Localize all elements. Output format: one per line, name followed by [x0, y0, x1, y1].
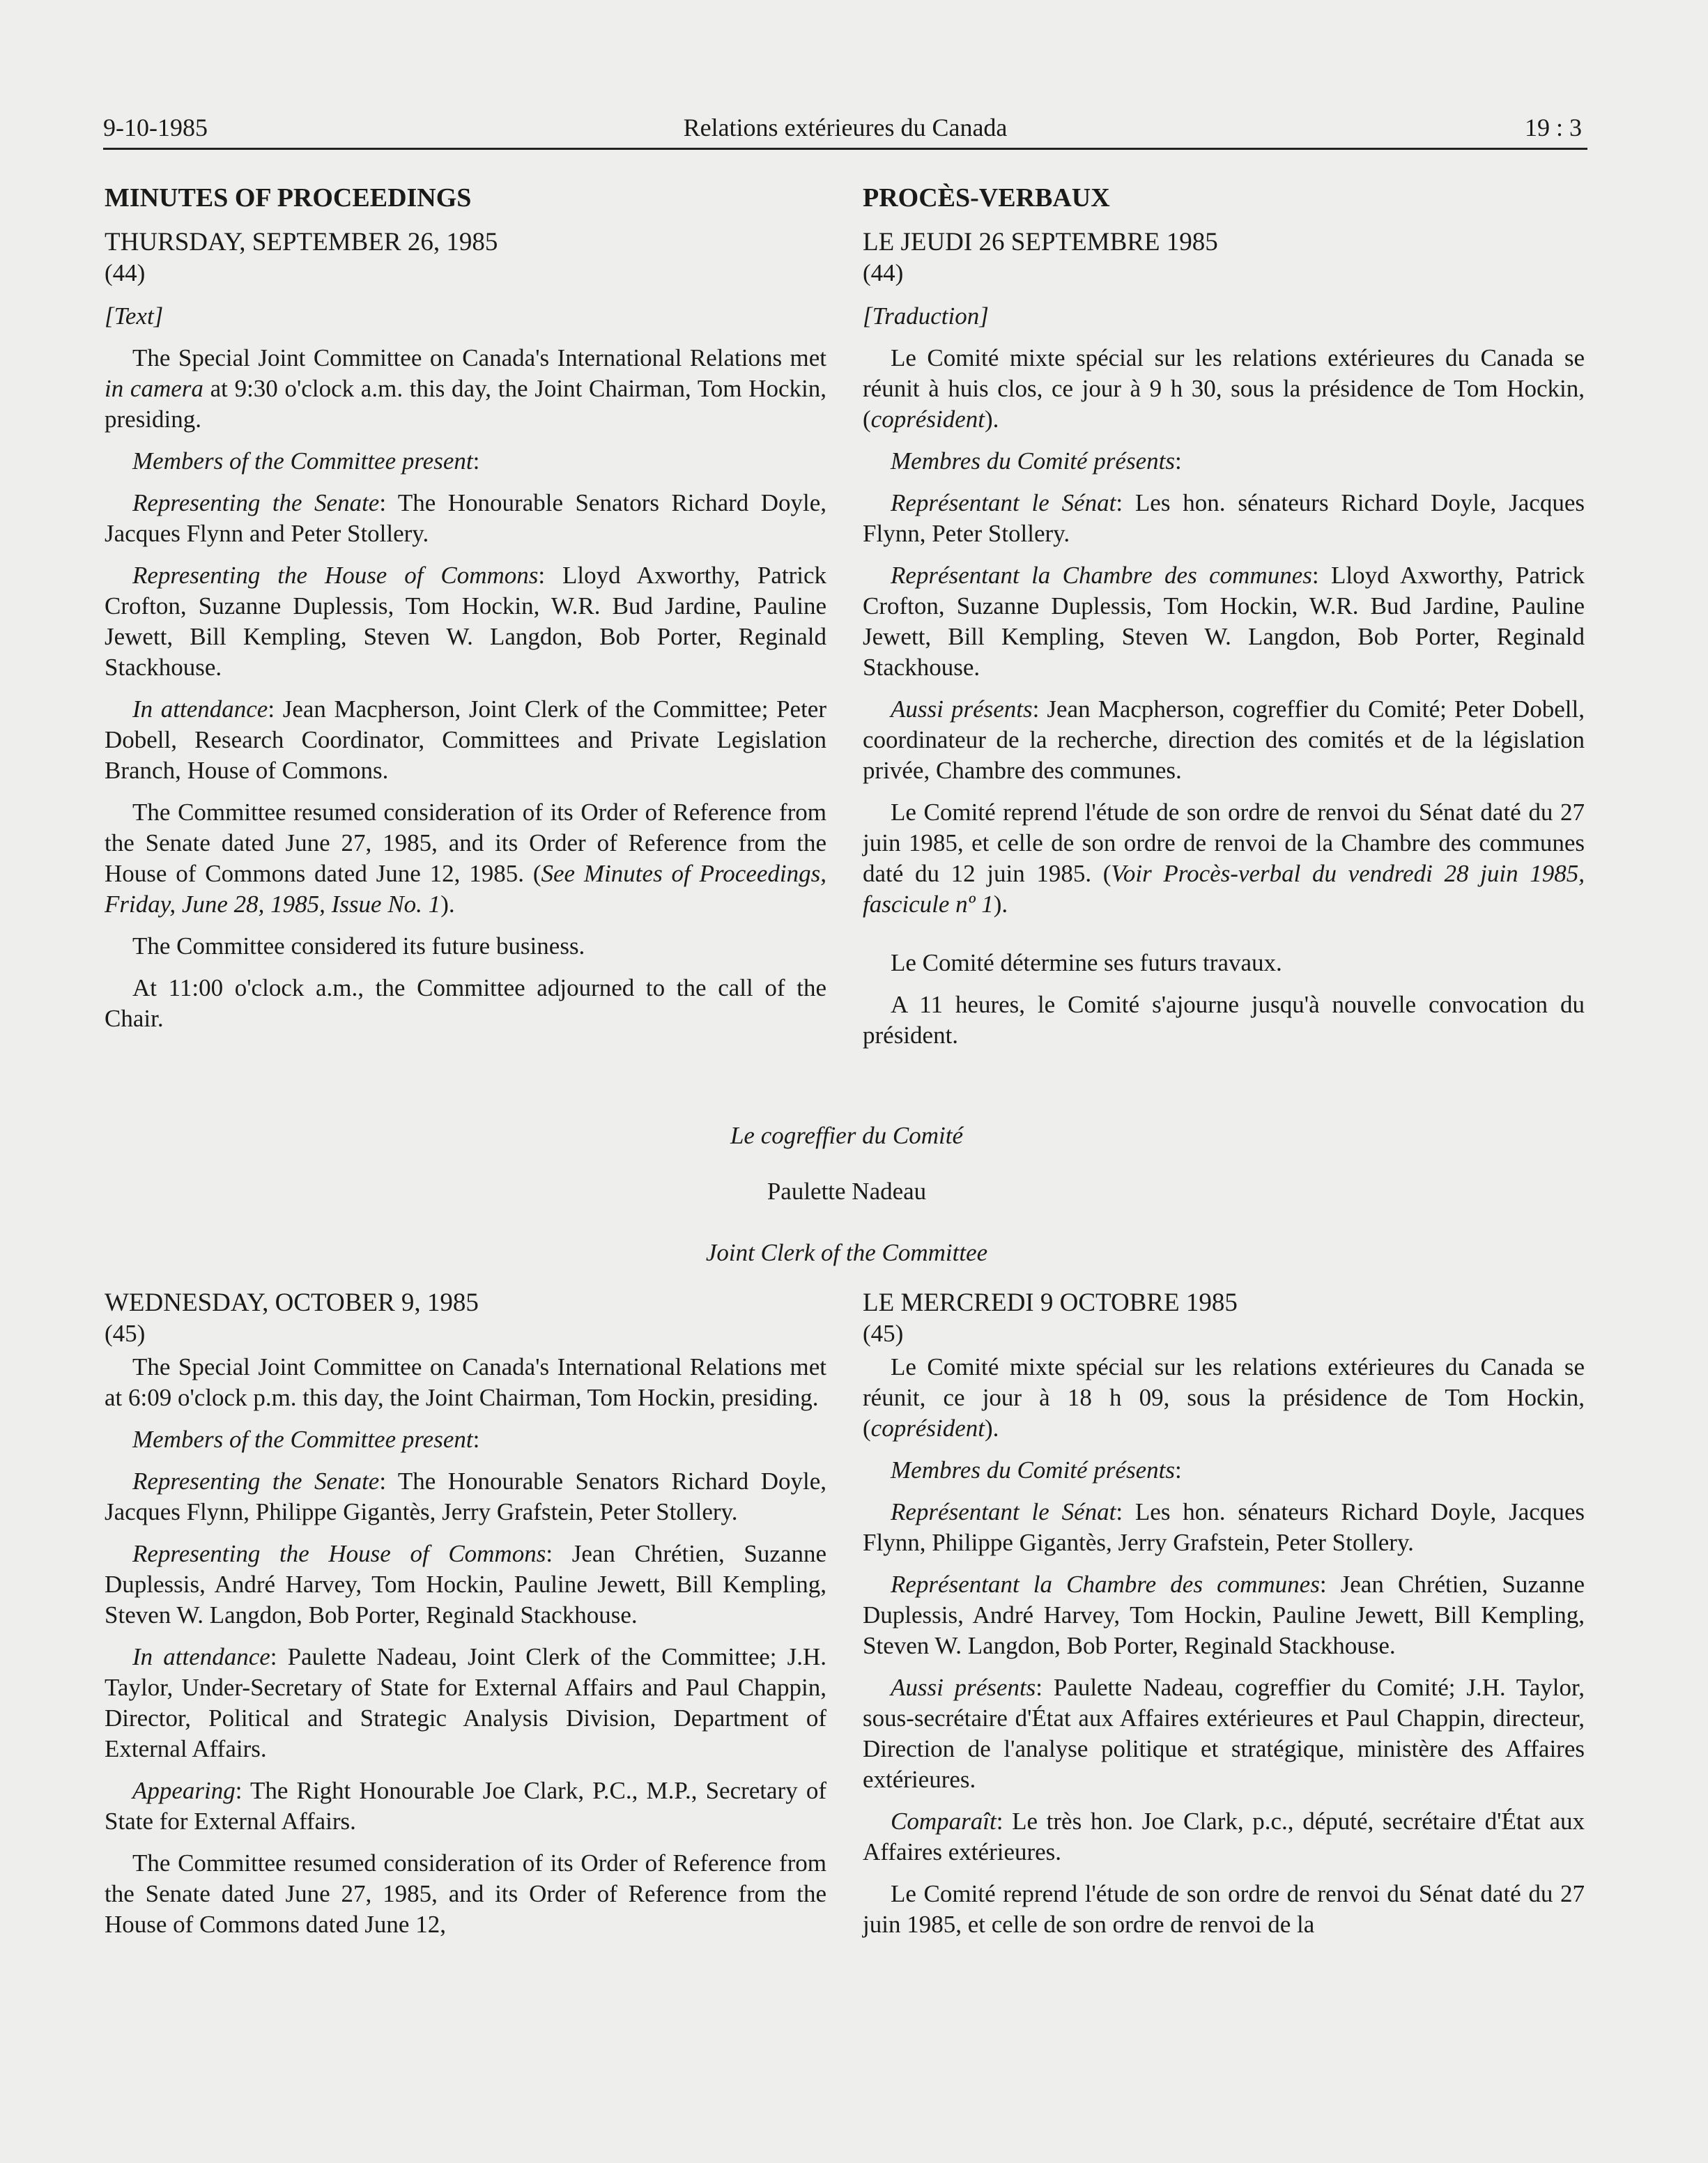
commons-members: Représentant la Chambre des communes: Lloyd Axworthy, Patrick Crofton, Suzanne Duplessis, Tom Hockin, W.R. Bud Jardine, Pauline Jewett, Bill Kempling, Steven W. Langdon, Bob Porter, Reginald Stackhouse.: [863, 562, 1585, 681]
meeting-date: LE JEUDI 26 SEPTEMBRE 1985: [863, 228, 1218, 256]
english-column-bottom: [105, 1288, 826, 1951]
section-heading: PROCÈS-VERBAUX: [863, 183, 1110, 213]
french-column-top: [863, 183, 1585, 1062]
meeting-number: (44): [863, 259, 904, 286]
resumed-paragraph: The Committee resumed consideration of its Order of Reference from the Senate dated June 27, 1985, and its Order of Reference from the House of Commons dated June 12,: [105, 1849, 826, 1938]
members-label: Membres du Comité présents:: [891, 1456, 1182, 1484]
attendance: In attendance: Jean Macpherson, Joint Clerk of the Committee; Peter Dobell, Research Coordinator, Committees and Private Legislation Branch, House of Commons.: [105, 695, 826, 784]
meeting-number: (44): [105, 259, 146, 286]
members-label: Membres du Comité présents:: [891, 447, 1182, 475]
opening-paragraph: The Special Joint Committee on Canada's International Relations met in camera at 9:30 o'clock a.m. this day, the Joint Chairman, Tom Hockin, presiding.: [105, 344, 826, 433]
attendance: Aussi présents: Jean Macpherson, cogreffier du Comité; Peter Dobell, coordinateur de la recherche, direction des comités et de la législation privée, Chambre des communes.: [863, 695, 1585, 784]
meeting-date: THURSDAY, SEPTEMBER 26, 1985: [105, 228, 498, 256]
attendance: Aussi présents: Paulette Nadeau, cogreffier du Comité; J.H. Taylor, sous-secrétaire d'État aux Affaires extérieures et Paul Chappin, directeur, Direction de l'analyse politique et stratégique, ministère des Affaires extérieures.: [863, 1674, 1585, 1793]
english-column-top: [105, 183, 826, 1045]
future-business: Le Comité détermine ses futurs travaux.: [891, 949, 1282, 976]
appearing: Appearing: The Right Honourable Joe Clark, P.C., M.P., Secretary of State for External Affairs.: [105, 1777, 826, 1835]
opening-paragraph: Le Comité mixte spécial sur les relations extérieures du Canada se réunit, ce jour à 18 h 09, sous la présidence de Tom Hockin, (coprésident).: [863, 1353, 1585, 1442]
meeting-date: LE MERCREDI 9 OCTOBRE 1985: [863, 1288, 1238, 1317]
section-heading: MINUTES OF PROCEEDINGS: [105, 183, 472, 213]
senate-members: Représentant le Sénat: Les hon. sénateurs Richard Doyle, Jacques Flynn, Peter Stollery.: [863, 489, 1585, 547]
commons-members: Representing the House of Commons: Lloyd Axworthy, Patrick Crofton, Suzanne Duplessis, Tom Hockin, W.R. Bud Jardine, Pauline Jewett, Bill Kempling, Steven W. Langdon, Bob Porter, Reginald Stackhouse.: [105, 562, 826, 681]
meeting-number: (45): [105, 1320, 146, 1347]
opening-paragraph: The Special Joint Committee on Canada's International Relations met at 6:09 o'clock p.m. this day, the Joint Chairman, Tom Hockin, presiding.: [105, 1353, 826, 1411]
signature-title-en: Joint Clerk of the Committee: [705, 1239, 988, 1266]
french-column-bottom: [863, 1288, 1585, 1951]
page-header: [103, 106, 1587, 150]
appearing: Comparaît: Le très hon. Joe Clark, p.c., député, secrétaire d'État aux Affaires extérieures.: [863, 1808, 1585, 1865]
text-tag: [Text]: [105, 302, 164, 330]
resumed-paragraph: Le Comité reprend l'étude de son ordre de renvoi du Sénat daté du 27 juin 1985, et celle de son ordre de renvoi de la: [863, 1880, 1585, 1938]
adjournment: At 11:00 o'clock a.m., the Committee adjourned to the call of the Chair.: [105, 974, 826, 1032]
resumed-paragraph: Le Comité reprend l'étude de son ordre de renvoi du Sénat daté du 27 juin 1985, et celle de son ordre de renvoi de la Chambre des communes daté du 12 juin 1985. (Voir Procès-verbal du vendredi 28 juin 1985, fascicule nº 1).: [863, 799, 1585, 918]
senate-members: Representing the Senate: The Honourable Senators Richard Doyle, Jacques Flynn, Philippe Gigantès, Jerry Grafstein, Peter Stollery.: [105, 1468, 827, 1525]
header-title: Relations extérieures du Canada: [683, 114, 1008, 141]
commons-members: Représentant la Chambre des communes: Jean Chrétien, Suzanne Duplessis, André Harvey, Tom Hockin, Pauline Jewett, Bill Kempling, Steven W. Langdon, Bob Porter, Reginald Stackhouse.: [863, 1571, 1585, 1659]
meeting-date: WEDNESDAY, OCTOBER 9, 1985: [105, 1288, 479, 1317]
members-label: Members of the Committee present:: [132, 447, 480, 475]
signature-name: Paulette Nadeau: [767, 1178, 927, 1205]
page-number: 19 : 3: [1524, 114, 1582, 141]
resumed-paragraph: The Committee resumed consideration of its Order of Reference from the Senate dated June 27, 1985, and its Order of Reference from the House of Commons dated June 12, 1985. (See Minutes of Proceedings, Friday, June 28, 1985, Issue No. 1).: [105, 799, 826, 918]
adjournment: A 11 heures, le Comité s'ajourne jusqu'à nouvelle convocation du président.: [863, 991, 1585, 1049]
text-tag: [Traduction]: [863, 302, 989, 330]
senate-members: Representing the Senate: The Honourable Senators Richard Doyle, Jacques Flynn and Peter Stollery.: [105, 489, 827, 547]
signature-title-fr: Le cogreffier du Comité: [730, 1122, 964, 1149]
commons-members: Representing the House of Commons: Jean Chrétien, Suzanne Duplessis, André Harvey, Tom Hockin, Pauline Jewett, Bill Kempling, Steven W. Langdon, Bob Porter, Reginald Stackhouse.: [105, 1540, 826, 1629]
future-business: The Committee considered its future business.: [132, 932, 585, 960]
senate-members: Représentant le Sénat: Les hon. sénateurs Richard Doyle, Jacques Flynn, Philippe Gigantès, Jerry Grafstein, Peter Stollery.: [863, 1498, 1585, 1556]
meeting-number: (45): [863, 1320, 904, 1347]
opening-paragraph: Le Comité mixte spécial sur les relations extérieures du Canada se réunit à huis clos, ce jour à 9 h 30, sous la présidence de Tom Hockin, (coprésident).: [863, 344, 1585, 433]
members-label: Members of the Committee present:: [132, 1426, 480, 1453]
header-date: 9-10-1985: [103, 114, 208, 141]
attendance: In attendance: Paulette Nadeau, Joint Clerk of the Committee; J.H. Taylor, Under-Secretary of State for External Affairs and Paul Chappin, Director, Political and Strategic Analysis Division, Department of External Affairs.: [105, 1643, 826, 1762]
